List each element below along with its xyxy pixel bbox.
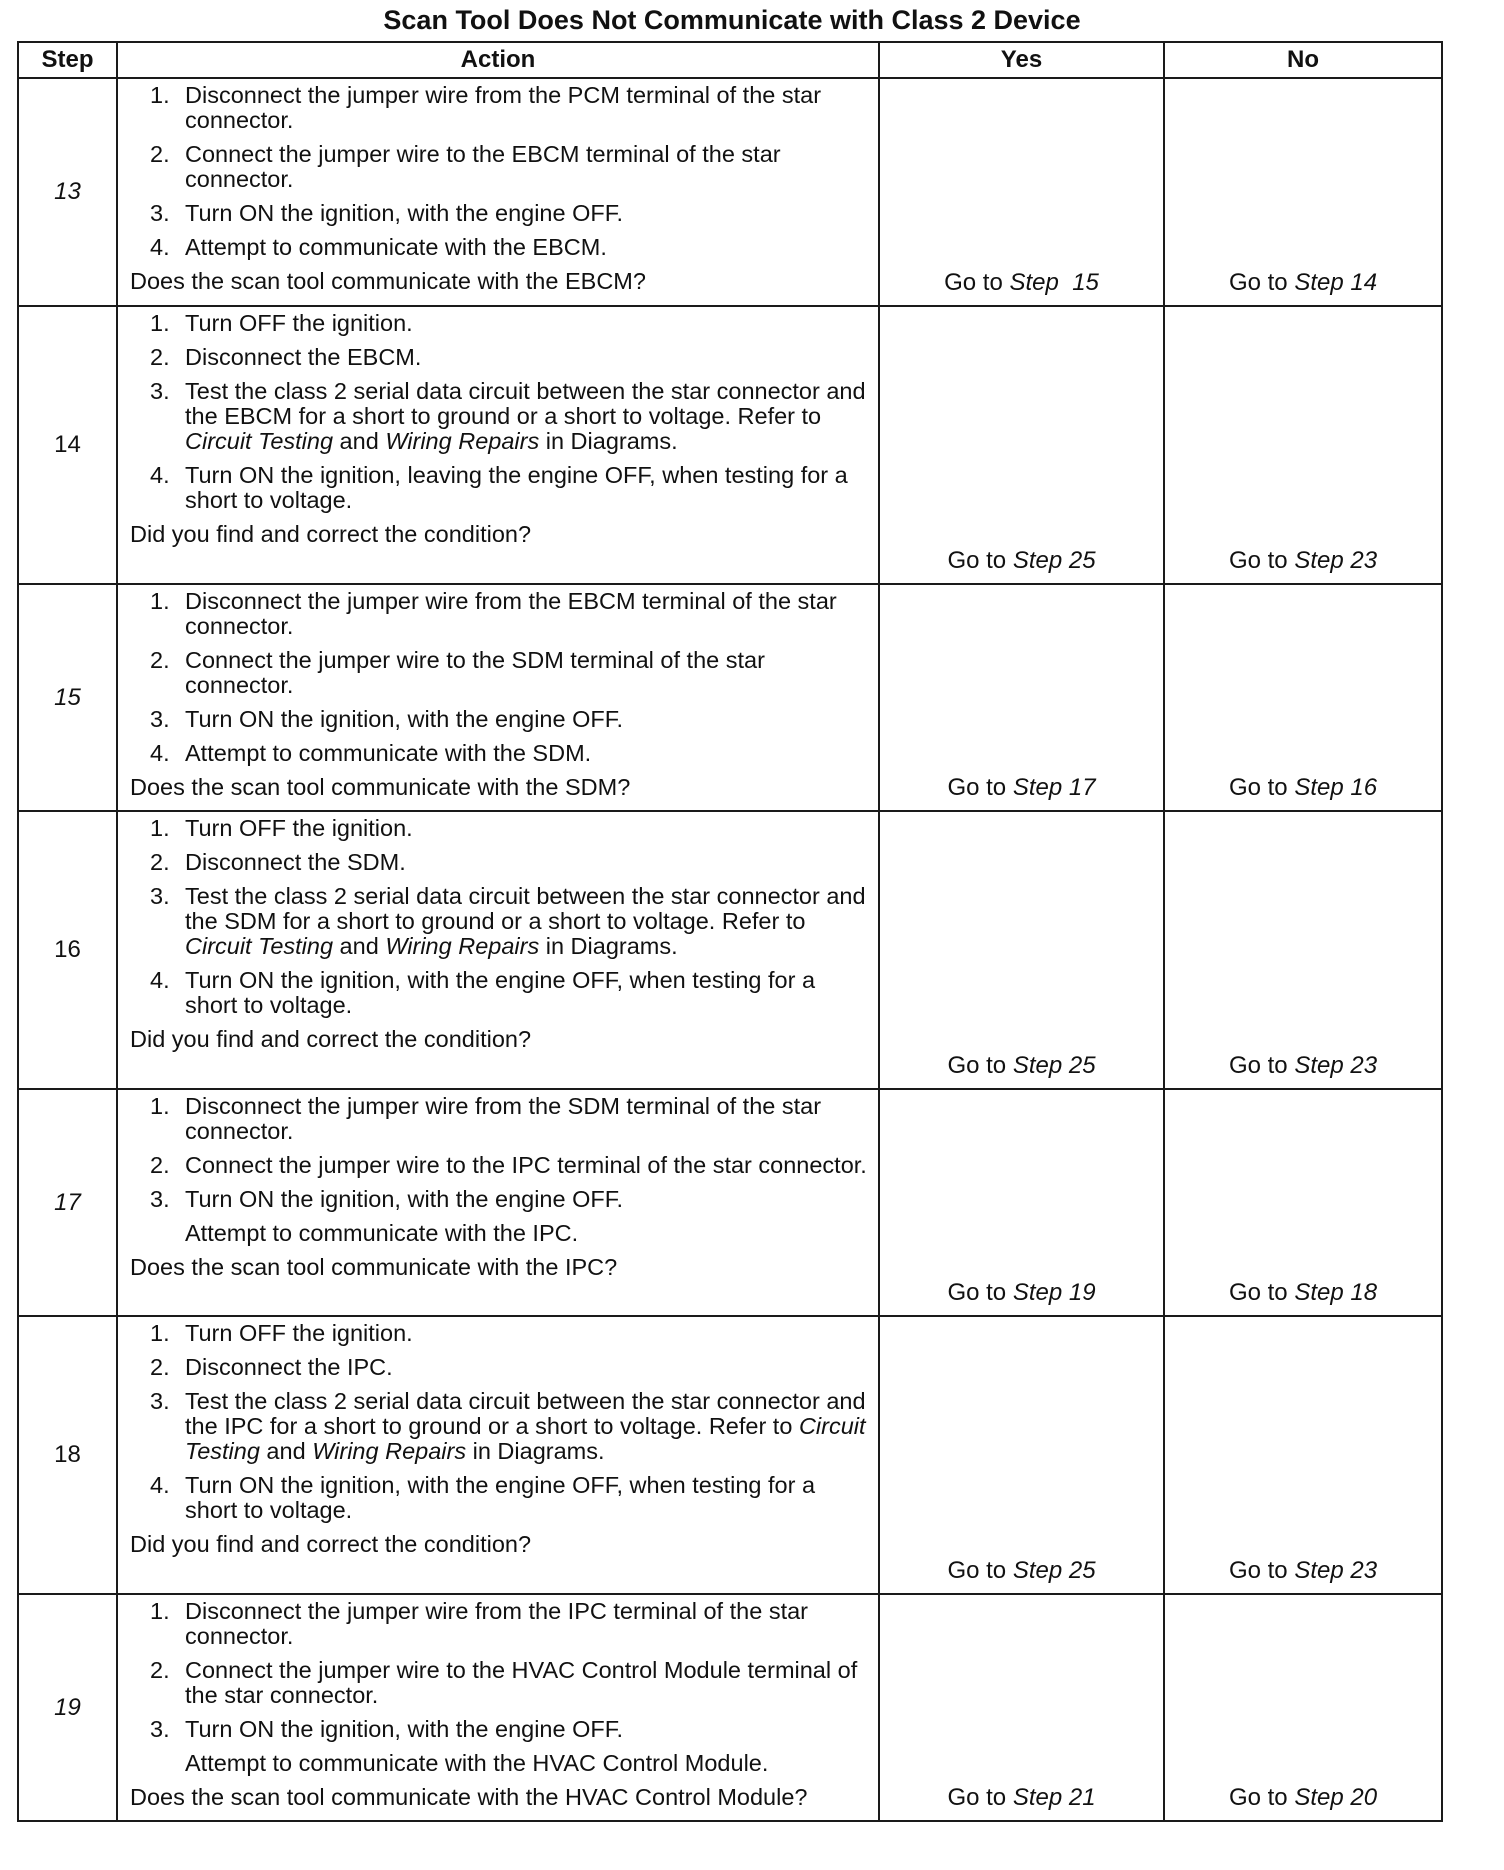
goto-step-yes: Step 25: [1012, 1557, 1096, 1584]
goto-step-yes: Step 21: [1012, 1784, 1096, 1811]
action-item-number: 1.: [150, 588, 170, 614]
action-item-text: Turn ON the ignition, leaving the engine OFF, when testing for a short to voltage.: [185, 462, 848, 513]
table-row: [18, 811, 1442, 1089]
reference-wiring-repairs: Wiring Repairs: [385, 933, 540, 959]
action-list: [130, 589, 868, 766]
goto-label: Go to: [947, 1784, 1013, 1811]
action-item: [130, 1187, 868, 1212]
goto-label: Go to: [1228, 774, 1295, 801]
action-item-text: Turn OFF the ignition.: [185, 815, 413, 841]
action-list: [130, 83, 868, 260]
reference-circuit-testing: Circuit Testing: [185, 1413, 866, 1464]
action-item: [130, 345, 868, 370]
action-item-number: 1.: [150, 1598, 170, 1624]
action-item: [130, 1355, 868, 1380]
action-item: [130, 235, 868, 260]
action-item: [130, 1153, 868, 1178]
step-number: 19: [18, 1594, 117, 1821]
action-item-number: 2.: [150, 1657, 170, 1683]
action-item-text: Attempt to communicate with the SDM.: [185, 740, 592, 766]
step-number: 13: [18, 78, 117, 306]
action-item-number: 2.: [150, 344, 170, 370]
yes-result-cell: [879, 1594, 1164, 1821]
action-list: [130, 816, 868, 1018]
action-item-number: 3.: [150, 1388, 170, 1414]
yes-result-cell: [879, 811, 1164, 1089]
action-item-text: Disconnect the jumper wire from the SDM terminal of the star connector.: [185, 1093, 822, 1144]
action-item-text: Disconnect the jumper wire from the EBCM terminal of the star connector.: [185, 588, 837, 639]
goto-step-yes: Step 19: [1012, 1279, 1096, 1306]
action-item-text: Turn ON the ignition, with the engine OFF.: [185, 706, 624, 732]
action-item: [130, 142, 868, 192]
yes-result-cell: [879, 306, 1164, 584]
reference-wiring-repairs: Wiring Repairs: [385, 428, 540, 454]
action-item: [130, 1658, 868, 1708]
goto-label: Go to: [947, 1052, 1013, 1079]
table-row: [18, 1316, 1442, 1594]
no-result-cell: [1164, 1594, 1442, 1821]
step-question: Did you find and correct the condition?: [130, 1026, 532, 1052]
yes-result-cell: [879, 584, 1164, 811]
step-number: 15: [18, 584, 117, 811]
no-result-cell: [1164, 1316, 1442, 1594]
action-item-text: Disconnect the jumper wire from the IPC terminal of the star connector.: [185, 1598, 808, 1649]
action-item-text: Attempt to communicate with the EBCM.: [185, 234, 607, 260]
goto-label: Go to: [1228, 547, 1295, 574]
action-item: [130, 589, 868, 639]
step-question: Does the scan tool communicate with the HVAC Control Module?: [130, 1784, 808, 1810]
no-result-cell: [1164, 306, 1442, 584]
action-item-number: 3.: [150, 200, 170, 226]
goto-step-yes: Step 17: [1012, 774, 1096, 801]
action-item-text: in Diagrams.: [539, 428, 678, 454]
action-item: [130, 379, 868, 454]
goto-step-no: Step 23: [1294, 1557, 1378, 1584]
action-item-text: Test the class 2 serial data circuit between the star connector and the IPC for a short to ground or a short to voltage. Refer to: [185, 1388, 866, 1439]
action-item-number: 3.: [150, 378, 170, 404]
no-result-cell: [1164, 811, 1442, 1089]
step-number: 16: [18, 811, 117, 1089]
action-item-text: and: [333, 428, 386, 454]
action-item-text: in Diagrams.: [539, 933, 678, 959]
action-item-text: Connect the jumper wire to the EBCM terminal of the star connector.: [185, 141, 781, 192]
action-item-text: Turn OFF the ignition.: [185, 310, 413, 336]
yes-result-cell: [879, 1089, 1164, 1316]
action-item-text: in Diagrams.: [466, 1438, 605, 1464]
action-item-text: Disconnect the IPC.: [185, 1354, 393, 1380]
header-action: Action: [117, 42, 879, 78]
goto-label: Go to: [1228, 1279, 1295, 1306]
action-item-number: 1.: [150, 1093, 170, 1119]
goto-label: Go to: [947, 547, 1013, 574]
table-row: [18, 1089, 1442, 1316]
goto-label: Go to: [947, 1557, 1013, 1584]
action-item-text: Connect the jumper wire to the SDM terminal of the star connector.: [185, 647, 765, 698]
action-cell: [117, 811, 879, 1089]
goto-step-no: Step 16: [1294, 774, 1378, 801]
action-item: [130, 1473, 868, 1523]
action-item: [130, 83, 868, 133]
action-item: [130, 968, 868, 1018]
table-body: [18, 78, 1442, 1821]
action-item-number: 2.: [150, 849, 170, 875]
header-yes: Yes: [879, 42, 1164, 78]
action-item: [130, 463, 868, 513]
action-item-text: Turn ON the ignition, with the engine OFF.: [185, 1186, 624, 1212]
step-number: 14: [18, 306, 117, 584]
action-item: [130, 1717, 868, 1742]
step-question: Does the scan tool communicate with the EBCM?: [130, 268, 646, 294]
action-item-text: Turn ON the ignition, with the engine OFF, when testing for a short to voltage.: [185, 1472, 816, 1523]
action-item-text: Attempt to communicate with the IPC.: [185, 1220, 579, 1246]
table-row: [18, 1594, 1442, 1821]
action-list: [130, 1094, 868, 1246]
action-item-number: 4.: [150, 967, 170, 993]
action-item: [130, 1389, 868, 1464]
goto-step-yes: Step 25: [1012, 1052, 1096, 1079]
step-question: Did you find and correct the condition?: [130, 521, 532, 547]
action-item-text: Test the class 2 serial data circuit between the star connector and the SDM for a short to ground or a short to voltage. Refer to: [185, 883, 866, 934]
yes-result-cell: [879, 1316, 1164, 1594]
action-item-text: Turn ON the ignition, with the engine OFF.: [185, 1716, 624, 1742]
action-item: [130, 884, 868, 959]
action-item: [130, 850, 868, 875]
page-title: Scan Tool Does Not Communicate with Class 2 Device: [383, 5, 1081, 35]
goto-step-no: Step 14: [1294, 269, 1378, 296]
action-item-number: 4.: [150, 1472, 170, 1498]
goto-step-yes: Step 25: [1012, 547, 1096, 574]
header-no: No: [1164, 42, 1442, 78]
action-item-number: 3.: [150, 706, 170, 732]
action-item-number: 2.: [150, 1354, 170, 1380]
table-row: [18, 584, 1442, 811]
action-item: [130, 1751, 868, 1776]
goto-step-no: Step 18: [1294, 1279, 1378, 1306]
no-result-cell: [1164, 78, 1442, 306]
action-item-number: 1.: [150, 815, 170, 841]
header-step: Step: [18, 42, 117, 78]
step-question: Does the scan tool communicate with the SDM?: [130, 774, 631, 800]
action-item: [130, 311, 868, 336]
action-item: [130, 1221, 868, 1246]
action-item: [130, 1599, 868, 1649]
action-cell: [117, 306, 879, 584]
action-list: [130, 1321, 868, 1523]
action-item-number: 4.: [150, 462, 170, 488]
action-cell: [117, 78, 879, 306]
goto-label: Go to: [1228, 1052, 1295, 1079]
reference-wiring-repairs: Wiring Repairs: [312, 1438, 467, 1464]
action-item-text: Test the class 2 serial data circuit between the star connector and the EBCM for a short to ground or a short to voltage. Refer to: [185, 378, 866, 429]
action-item-text: Disconnect the SDM.: [185, 849, 406, 875]
action-item-number: 4.: [150, 234, 170, 260]
step-number: 18: [18, 1316, 117, 1594]
goto-step-yes: Step 15: [1009, 269, 1099, 296]
table-row: [18, 306, 1442, 584]
action-item-number: 2.: [150, 1152, 170, 1178]
reference-circuit-testing: Circuit Testing: [185, 428, 334, 454]
action-cell: [117, 584, 879, 811]
action-item: [130, 1094, 868, 1144]
action-item-text: Turn ON the ignition, with the engine OFF.: [185, 200, 624, 226]
yes-result-cell: [879, 78, 1164, 306]
action-item-text: Turn OFF the ignition.: [185, 1320, 413, 1346]
action-item-text: Attempt to communicate with the HVAC Control Module.: [185, 1750, 769, 1776]
action-item: [130, 816, 868, 841]
action-item-text: Turn ON the ignition, with the engine OFF, when testing for a short to voltage.: [185, 967, 816, 1018]
table-row: [18, 78, 1442, 306]
step-question: Does the scan tool communicate with the IPC?: [130, 1254, 618, 1280]
action-item-number: 1.: [150, 82, 170, 108]
no-result-cell: [1164, 1089, 1442, 1316]
action-item: [130, 648, 868, 698]
goto-label: Go to: [1228, 269, 1295, 296]
goto-step-no: Step 20: [1294, 1784, 1378, 1811]
action-item-text: Connect the jumper wire to the IPC terminal of the star connector.: [185, 1152, 867, 1178]
goto-label: Go to: [944, 269, 1010, 296]
table-header-row: [18, 42, 1442, 78]
goto-label: Go to: [1228, 1557, 1295, 1584]
action-item: [130, 1321, 868, 1346]
action-item: [130, 707, 868, 732]
action-item-number: 3.: [150, 1186, 170, 1212]
goto-label: Go to: [947, 1279, 1013, 1306]
action-item-text: Connect the jumper wire to the HVAC Control Module terminal of the star connector.: [185, 1657, 858, 1708]
action-item: [130, 201, 868, 226]
no-result-cell: [1164, 584, 1442, 811]
diagnostic-table: [17, 41, 1443, 1822]
action-item-number: 1.: [150, 310, 170, 336]
action-list: [130, 311, 868, 513]
action-item-number: 1.: [150, 1320, 170, 1346]
action-item-text: Disconnect the jumper wire from the PCM terminal of the star connector.: [185, 82, 822, 133]
action-item-text: and: [259, 1438, 313, 1464]
goto-step-no: Step 23: [1294, 547, 1378, 574]
action-item-text: and: [333, 933, 386, 959]
goto-step-no: Step 23: [1294, 1052, 1378, 1079]
reference-circuit-testing: Circuit Testing: [185, 933, 334, 959]
step-question: Did you find and correct the condition?: [130, 1531, 532, 1557]
action-item-text: Disconnect the EBCM.: [185, 344, 422, 370]
action-item-number: 3.: [150, 1716, 170, 1742]
action-cell: [117, 1316, 879, 1594]
step-number: 17: [18, 1089, 117, 1316]
action-item-number: 2.: [150, 141, 170, 167]
action-item-number: 4.: [150, 740, 170, 766]
action-cell: [117, 1594, 879, 1821]
action-list: [130, 1599, 868, 1776]
action-item-number: 3.: [150, 883, 170, 909]
action-item-number: 2.: [150, 647, 170, 673]
action-cell: [117, 1089, 879, 1316]
action-item: [130, 741, 868, 766]
goto-label: Go to: [1228, 1784, 1295, 1811]
goto-label: Go to: [947, 774, 1013, 801]
